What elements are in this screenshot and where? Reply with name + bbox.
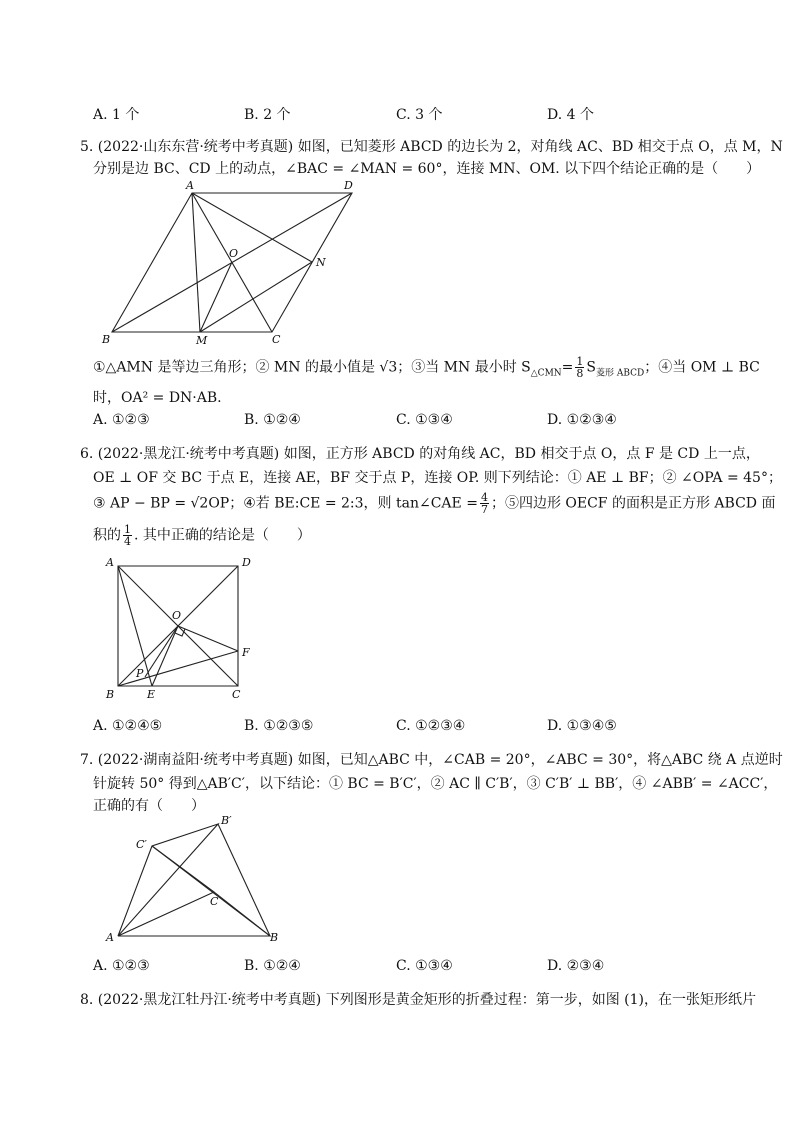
q6-square-figure: [104, 556, 264, 706]
q7-triangle-abc: [118, 892, 270, 936]
q6-label-b: B: [106, 688, 115, 701]
q7-stem-line1: 7. (2022·湖南益阳·统考中考真题) 如图，已知△ABC 中，∠CAB = 20°，∠ABC = 30°，将△ABC 绕 A 点逆时: [80, 752, 783, 768]
q5-stem-line2: 分别是边 BC、CD 上的动点，∠BAC = ∠MAN = 60°，连接 MN、OM. 以下四个结论正确的是（ ）: [93, 161, 761, 177]
q7-stem-line2: 针旋转 50° 得到△AB′C′，以下结论：① BC = B′C′，② AC ∥ C′B′，③ C′B′ ⊥ BB′，④ ∠ABB′ = ∠ACC′，: [93, 776, 778, 792]
q8-stem-line1: 8. (2022·黑龙江牡丹江·统考中考真题) 下列图形是黄金矩形的折叠过程：第一步，如图 (1)，在一张矩形纸片: [80, 992, 756, 1008]
q4-option-c[interactable]: C. 3 个: [396, 107, 443, 123]
q6-segment-oe: [152, 626, 178, 686]
q6-label-p: P: [136, 667, 144, 680]
q6-segment-op: [145, 626, 178, 677]
q6-stem-line3: ③ AP − BP = √2OP；④若 BE:CE = 2:3，则 tan∠CAE = $\frac{4}{7}$ ；⑤四边形 OECF 的面积是正方形 ABCD 面: [93, 491, 776, 516]
q6-option-d[interactable]: D. ①③④⑤: [547, 718, 617, 734]
q6-stem-line1: 6. (2022·黑龙江·统考中考真题) 如图，正方形 ABCD 的对角线 AC，BD 相交于点 O，点 F 是 CD 上一点，: [80, 446, 760, 462]
q5-label-b: B: [102, 333, 111, 346]
q6-label-e: E: [147, 688, 156, 701]
q6-label-f: F: [242, 646, 250, 659]
q5-label-o: O: [229, 247, 239, 260]
q5-stem-line4: 时，OA² = DN·AB.: [93, 390, 222, 406]
q7-segment-bbp: [218, 824, 270, 936]
q5-stem-line3: ①△AMN 是等边三角形；② MN 的最小值是 √3；③当 MN 最小时 $S_{\triangle CMN}=$ $\frac{1}{8}$ $S_{菱形 ABCD}$；④当 OM ⊥ BC: [93, 355, 760, 380]
q7-label-a: A: [106, 931, 114, 944]
q5-label-d: D: [344, 179, 353, 192]
q6-segment-of: [178, 626, 238, 651]
q7-stem-line3: 正确的有（ ）: [93, 798, 205, 814]
q6-label-d: D: [242, 556, 251, 569]
q6-stem-line4: 积的 $\frac{1}{4}$ . 其中正确的结论是（ ）: [93, 523, 311, 548]
q6-segment-ae: [118, 566, 152, 686]
q7-option-c[interactable]: C. ①③④: [396, 958, 453, 974]
q5-label-c: C: [272, 333, 281, 346]
q6-option-a[interactable]: A. ①②④⑤: [93, 718, 163, 734]
q4-option-a[interactable]: A. 1 个: [93, 107, 140, 123]
q5-segment-mn: [200, 262, 312, 332]
q6-label-o: O: [172, 609, 182, 622]
q5-stem-line1: 5. (2022·山东东营·统考中考真题) 如图，已知菱形 ABCD 的边长为 2，对角线 AC、BD 相交于点 O，点 M，N: [80, 139, 783, 155]
q6-label-a: A: [106, 556, 114, 569]
q4-option-d[interactable]: D. 4 个: [547, 107, 594, 123]
q4-option-b[interactable]: B. 2 个: [244, 107, 291, 123]
q6-stem-line2: OE ⊥ OF 交 BC 于点 E，连接 AE，BF 交于点 P，连接 OP. 则下列结论：① AE ⊥ BF；② ∠OPA = 45°；: [93, 470, 782, 486]
q5-option-c[interactable]: C. ①③④: [396, 412, 453, 428]
q7-label-bp: B′: [221, 814, 232, 827]
q7-triangle-abpcp: [118, 824, 218, 936]
q5-segment-an: [192, 193, 312, 262]
q5-segment-am: [192, 193, 200, 332]
q7-option-a[interactable]: A. ①②③: [93, 958, 150, 974]
q5-option-a[interactable]: A. ①②③: [93, 412, 150, 428]
q5-rhombus-figure: [100, 179, 370, 347]
q7-segment-bcp: [152, 846, 270, 936]
q6-label-c: C: [232, 688, 241, 701]
q5-label-m: M: [196, 334, 208, 347]
q7-option-d[interactable]: D. ②③④: [547, 958, 605, 974]
q5-option-d[interactable]: D. ①②③④: [547, 412, 617, 428]
q7-label-b: B: [270, 931, 279, 944]
q6-option-c[interactable]: C. ①②③④: [396, 718, 466, 734]
q7-option-b[interactable]: B. ①②④: [244, 958, 301, 974]
q7-label-cp: C′: [136, 838, 147, 851]
q5-option-b[interactable]: B. ①②④: [244, 412, 301, 428]
q7-label-c: C: [210, 895, 219, 908]
q5-label-a: A: [186, 179, 194, 192]
q6-option-b[interactable]: B. ①②③⑤: [244, 718, 314, 734]
q7-rotation-figure: [104, 810, 294, 950]
q5-label-n: N: [316, 256, 326, 269]
